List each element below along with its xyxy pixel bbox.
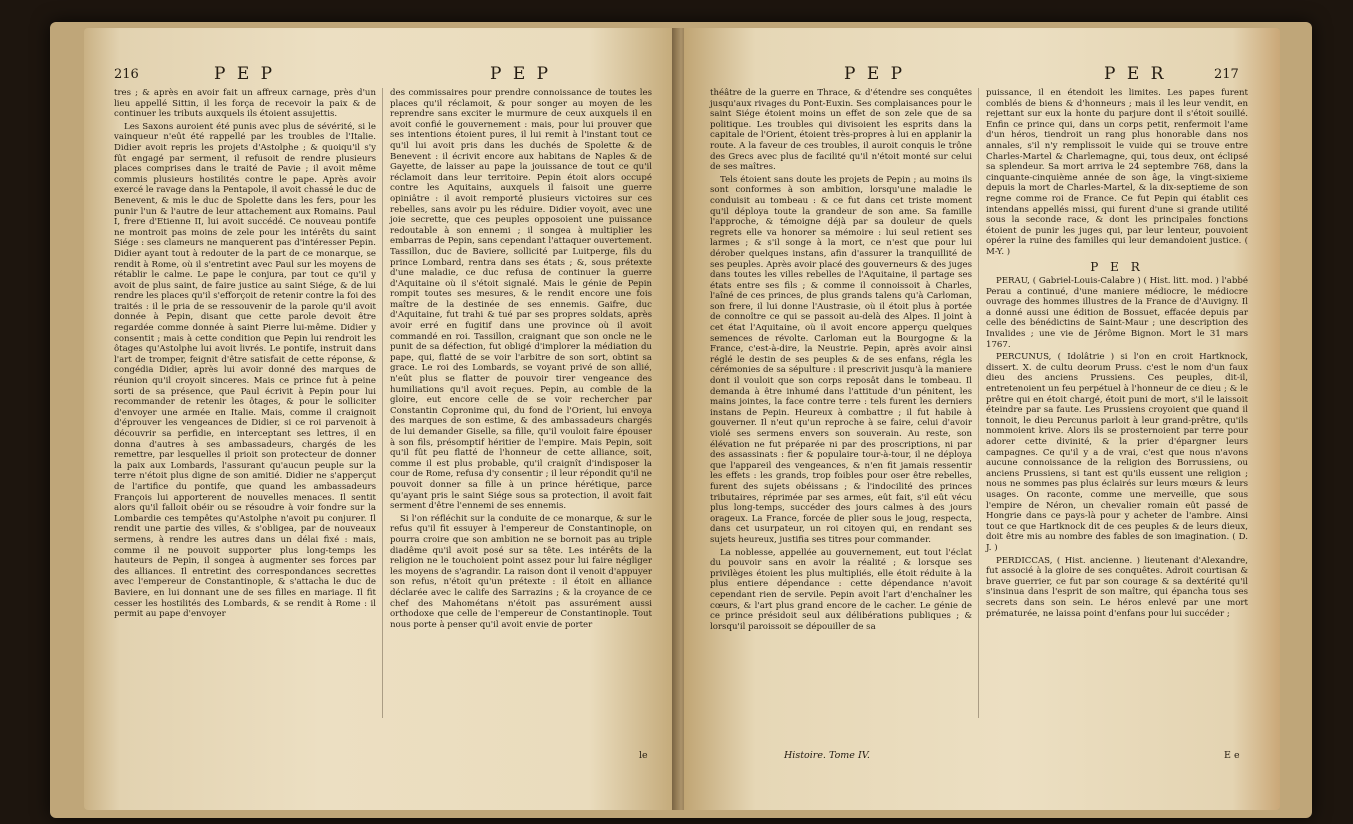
section-heading: P E R xyxy=(1090,259,1144,274)
left-page xyxy=(84,28,678,810)
open-book xyxy=(50,22,1312,818)
right-column-2 xyxy=(986,88,1248,621)
paragraph: PERDICCAS, ( Hist. ancienne. ) lieutenant d'Alexandre, fut associé à la gloire de ses conquêtes. Adroit courtisan & brave guerrier, ce fut par son courage & sa dextérité qu'il s'insinua dans l'esprit de son maître, qui épancha tous ses secrets dans son sein. Le héros enlevé par une mort prématurée, ne laissa point d'enfans pour lui succéder ; xyxy=(986,555,1248,619)
volume-footer: Histoire. Tome IV. xyxy=(784,750,870,761)
catchword-left: le xyxy=(639,750,648,761)
running-head-left-1: P E P xyxy=(214,64,276,84)
running-head-right-2: P E R xyxy=(1104,64,1167,84)
left-column-1 xyxy=(114,88,376,622)
paragraph: puissance, il en étendoit les limites. Les papes furent comblés de biens & d'honneurs ; mais il les leur vendit, en rejettant sur eux la honte du parjure dont il s'étoit souillé. Enfin ce prince qui, dans un corps petit, renfermoit l'ame d'un héros, tiendroit un rang plus honorable dans nos annales, s'il n'y remplissoit le vuide qui se trouve entre Charles-Martel & Charlemagne, qui, tous deux, ont éclipsé sa splendeur. Sa mort arriva le 24 septembre 768, dans la cinquante-cinquième année de son âge, la vingt-sixieme depuis la mort de Charles-Martel, & la dix-septieme de son regne comme roi de France. Ce fut Pepin qui établit ces intendans appellés missi, qui furent d'une si grande utilité sous la seconde race, & dont les principales fonctions étoient de punir les juges qui, par leur lenteur, pouvoient opérer la ruine des familles qui leur demandoient justice. ( M-Y. ) xyxy=(986,88,1248,257)
column-rule xyxy=(382,88,383,718)
column-rule xyxy=(978,88,979,718)
left-header xyxy=(84,64,678,86)
paragraph: PERAU, ( Gabriel-Louis-Calabre ) ( Hist. litt. mod. ) l'abbé Perau a continué, d'une maniere médiocre, le médiocre ouvrage des hommes illustres de la France de d'Auvigny. Il a donné aussi une édition de Bossuet, effacée depuis par celle des bénédictins de Saint-Maur ; une description des Invalides ; une vie de Jérôme Bignon. Mort le 31 mars 1767. xyxy=(986,276,1248,350)
right-page xyxy=(684,28,1280,810)
paragraph: tres ; & après en avoir fait un affreux carnage, près d'un lieu appellé Sittin, il les força de recevoir la paix & de continuer les tributs auxquels ils étoient assujettis. xyxy=(114,88,376,120)
paragraph: Les Saxons auroient été punis avec plus de sévérité, si le vainqueur n'eût été rappellé par les troubles de l'Italie. Didier avoit repris les projets d'Astolphe ; & quoiqu'il s'y fût engagé par serment, il refusoit de rendre plusieurs places comprises dans le traité de Pavie ; il avoit même commis plusieurs hostilités contre le pape. Après avoir exercé le ravage dans la Pentapole, il avoit chassé le duc de Benevent, & mis le duc de Spolette dans les fers, pour les punir l'un & l'autre de leur attachement aux Romains. Paul I, frere d'Etienne II, lui avoit succédé. Ce nouveau pontife ne montroit pas moins de zele pour les intérêts du saint Siége : ses clameurs ne manquerent pas d'intéresser Pepin. Didier ayant tout à redouter de la part de ce monarque, se rendit à Rome, où il s'entretint avec Paul sur les moyens de rétablir le calme. Le pape le conjura, par tout ce qu'il y avoit de plus saint, de faire justice au saint Siége, & de lui rendre les places qu'il s'efforçoit de retenir contre la foi des traités : il le pria de se ressouvenir de la parole qu'il avoit donnée à Pepin, disant que cette parole devoit être regardée comme donnée à saint Pierre lui-même. Didier y consentit ; mais à cette condition que Pepin lui rendroit les ôtages qu'Astolphe lui avoit livrés. Le pontife, instruit dans l'art de tromper, feignit d'être satisfait de cette réponse, & congédia Didier, après lui avoir donné des marques de réunion qu'il croyoit sinceres. Mais ce prince fut à peine sorti de sa présence, que Paul écrivit à Pepin pour lui recommander de retenir les ôtages, & pour le solliciter d'envoyer une armée en Italie. Mais, comme il craignoit d'éprouver les vengeances de Didier, si ce roi parvenoit à découvrir sa perfidie, en interceptant ses lettres, il en donna d'autres à ses ambassadeurs, chargés de les remettre, par lesquelles il prioit son protecteur de donner la paix aux Lombards, l'assurant qu'aucun peuple sur la terre n'étoit plus digne de son amitié. Didier ne s'apperçut de l'artifice du pontife, que quand les ambassadeurs François lui apporterent de nouvelles menaces. Il sentit alors qu'il falloit obéir ou se résoudre à voir fondre sur la Lombardie ces tempêtes qu'Astolphe n'avoit pu conjurer. Il rendit une partie des villes, & s'obligea, par de nouveaux sermens, à rendre les autres dans un délai fixé : mais, comme il ne pouvoit supporter plus long-temps les hauteurs de Pepin, il songea à augmenter ses forces par des alliances. Il entretint des correspondances secrettes avec l'empereur de Constantinople, & s'attacha le duc de Baviere, en lui donnant une de ses filles en mariage. Il fit cesser les hostilités des Lombards, & se rendit à Rome : il permit au pape d'envoyer xyxy=(114,121,376,620)
page-number-right: 217 xyxy=(1214,67,1239,82)
catchword-right: E e xyxy=(1224,750,1240,761)
page-number-left: 216 xyxy=(114,67,139,82)
right-header xyxy=(684,64,1280,86)
left-column-2 xyxy=(390,88,652,632)
running-head-right-1: P E P xyxy=(844,64,906,84)
paragraph: Tels étoient sans doute les projets de Pepin ; au moins ils sont conformes à son ambition, lorsqu'une maladie le conduisit au tombeau : & ce fut dans cet triste moment qu'il déploya toute la grandeur de son ame. Sa famille l'approche, & témoigne déjà par sa douleur de quels regrets elle va honorer sa mémoire : lui seul retient ses larmes ; & s'il songe à la mort, ce n'est que pour lui dérober quelques instans, afin d'assurer la tranquillité de ses peuples. Après avoir placé des gouverneurs & des juges dans toutes les villes rebelles de l'Aquitaine, il partage ses états entre ses fils ; & comme il connoissoit à Charles, l'aîné de ces princes, de plus grands talens qu'à Carloman, son frere, il lui donne l'Austrasie, où il étoit plus à portée de connoître ce qui se passoit au-delà des Alpes. Il joint à cet état l'Aquitaine, où il avoit encore apperçu quelques semences de révolte. Carloman eut la Bourgogne & la France, c'est-à-dire, la Neustrie. Pepin, après avoir ainsi réglé le destin de ses peuples & de ses enfans, régla les cérémonies de sa sépulture : il prescrivit jusqu'à la maniere dont il vouloit que son corps reposât dans le tombeau. Il demanda à être inhumé dans l'attitude d'un pénitent, les mains jointes, la face contre terre : tels furent les derniers instans de Pepin. Heureux à combattre ; il fut habile à gouverner. Il n'eut qu'un reproche à se faire, celui d'avoir violé ses sermens envers son souverain. Au reste, son élévation ne fut préparée ni par des proscriptions, ni par des assassinats : fier & populaire tour-à-tour, il ne déploya que l'appareil des vengeances, & n'en fit jamais ressentir les effets : les grands, trop foibles pour oser être rebelles, furent des sujets obéissans ; & l'indocilité des princes tributaires, réprimée par ses armes, eût fait, s'il eût vécu plus long-temps, succéder des jours calmes à des jours orageux. La France, forcée de plier sous le joug, respecta, dans cet usurpateur, un roi citoyen qui, en rendant ses sujets heureux, justifia ses titres pour commander. xyxy=(710,174,972,545)
right-column-1 xyxy=(710,88,972,634)
paragraph: théâtre de la guerre en Thrace, & d'étendre ses conquêtes jusqu'aux rivages du Pont-Euxin. Ses complaisances pour le saint Siége étoient moins un effet de son zele que de sa politique. Les troubles qui divisoient les esprits dans la capitale de l'Orient, étoient très-propres à lui en applanir la route. A la faveur de ces troubles, il auroit conquis le trône des Grecs avec plus de facilité qu'il n'étoit monté sur celui de ses maîtres. xyxy=(710,88,972,173)
paragraph: Si l'on réfléchit sur la conduite de ce monarque, & sur le refus qu'il fit essuyer à l'empereur de Constantinople, on pourra croire que son ambition ne se bornoit pas au triple diadême qu'il avoit posé sur sa tête. Les intérêts de la religion ne le touchoient point assez pour lui faire négliger les moyens de s'agrandir. La raison dont il venoit d'appuyer son refus, n'étoit qu'un prétexte : il étoit en alliance déclarée avec le calife des Sarrazins ; & la croyance de ce chef des Mahométans n'étoit pas assurément aussi orthodoxe que celle de l'empereur de Constantinople. Tout nous porte à penser qu'il avoit envie de porter xyxy=(390,513,652,630)
paragraph: des commissaires pour prendre connoissance de toutes les places qu'il réclamoit, & pour songer au moyen de les reprendre sans exciter le murmure de ceux auxquels il en avoit confié le gouvernement : mais, pour lui prouver que ses intentions étoient pures, il lui remit à l'instant tout ce qu'il lui avoit pris dans les duchés de Spolette & de Benevent : il écrivit encore aux habitans de Naples & de Gayette, de laisser au pape la jouissance de tout ce qu'il réclamoit dans leur territoire. Pepin étoit alors occupé contre les Aquitains, auxquels il faisoit une guerre opiniâtre : il avoit remporté plusieurs victoires sur ces rebelles, sans avoir pu les réduire. Didier voyoit, avec une joie secrette, que ces peuples opposoient une puissance redoutable à son ennemi ; il songea à multiplier les embarras de Pepin, sans cependant l'attaquer ouvertement. Tassillon, duc de Baviere, sollicité par Luitperge, fils du prince Lombard, rentra dans ses états ; &, sous prétexte d'une maladie, ce duc refusa de continuer la guerre d'Aquitaine où il s'étoit signalé. Mais le génie de Pepin rompit toutes ses mesures, & le rendit encore une fois maître de la destinée de ses ennemis. Gaifre, duc d'Aquitaine, fut trahi & tué par ses propres soldats, après avoir erré en fugitif dans une province où il avoit commandé en roi. Tassillon, craignant que son oncle ne le punit de sa défection, fut obligé d'implorer la médiation du pape, qui, flatté de se voir l'arbitre de son sort, obtint sa grace. Le roi des Lombards, se voyant privé de son allié, n'eût plus se flatter de pouvoir tirer vengeance des humiliations qu'il avoit reçues. Pepin, au comble de la gloire, eut encore celle de se voir rechercher par Constantin Copronime qui, du fond de l'Orient, lui envoya des marques de son estime, & des ambassadeurs chargés de lui demander Giselle, sa fille, qu'il vouloit faire épouser à son fils, présomptif héritier de l'empire. Mais Pepin, soit qu'il fût peu flatté de l'honneur de cette alliance, soit, comme il est plus probable, qu'il craignît d'indisposer la cour de Rome, refusa d'y consentir ; il leur répondit qu'il ne pouvoit donner sa fille à un prince hérétique, parce qu'ayant pris le saint Siége sous sa protection, il avoit fait serment d'être l'ennemi de ses ennemis. xyxy=(390,88,652,512)
paragraph: La noblesse, appellée au gouvernement, eut tout l'éclat du pouvoir sans en avoir la réalité ; & lorsque ses privilèges étoient les plus multipliés, elle étoit réduite à la plus entiere dépendance : cette dépendance n'avoit cependant rien de servile. Pepin avoit l'art d'enchaîner les cœurs, & l'art plus grand encore de le cacher. Le génie de ce prince présidoit seul aux délibérations publiques ; & lorsqu'il paroissoit se dépouiller de sa xyxy=(710,547,972,632)
paragraph: PERCUNUS, ( Idolâtrie ) si l'on en croit Hartknock, dissert. X. de cultu deorum Pruss. c'est le nom d'un faux dieu des anciens Prussiens. Ces peuples, dit-il, entretenoient un feu perpétuel à l'honneur de ce dieu ; & le prêtre qui en étoit chargé, étoit puni de mort, s'il le laissoit éteindre par sa faute. Les Prussiens croyoient que quand il tonnoit, le dieu Percunus parloit à leur grand-prêtre, qu'ils nommoient krive. Alors ils se prosternoient par terre pour adorer cette divinité, & la prier d'épargner leurs campagnes. Ce qu'il y a de vrai, c'est que nous n'avons aucune connoissance de la religion des Borrussiens, ou anciens Prussiens, si tant est qu'ils eussent une religion ; nous ne sommes pas plus éclairés sur leurs mœurs & leurs usages. On raconte, comme une merveille, que sous l'empire de Néron, un chevalier romain eût passé de Hongrie dans ce pays-là pour y acheter de l'ambre. Ainsi tout ce que Hartknock dit de ces peuples & de leurs dieux, doit être mis au nombre des fables de son imagination. ( D. J. ) xyxy=(986,352,1248,553)
running-head-left-2: P E P xyxy=(490,64,552,84)
